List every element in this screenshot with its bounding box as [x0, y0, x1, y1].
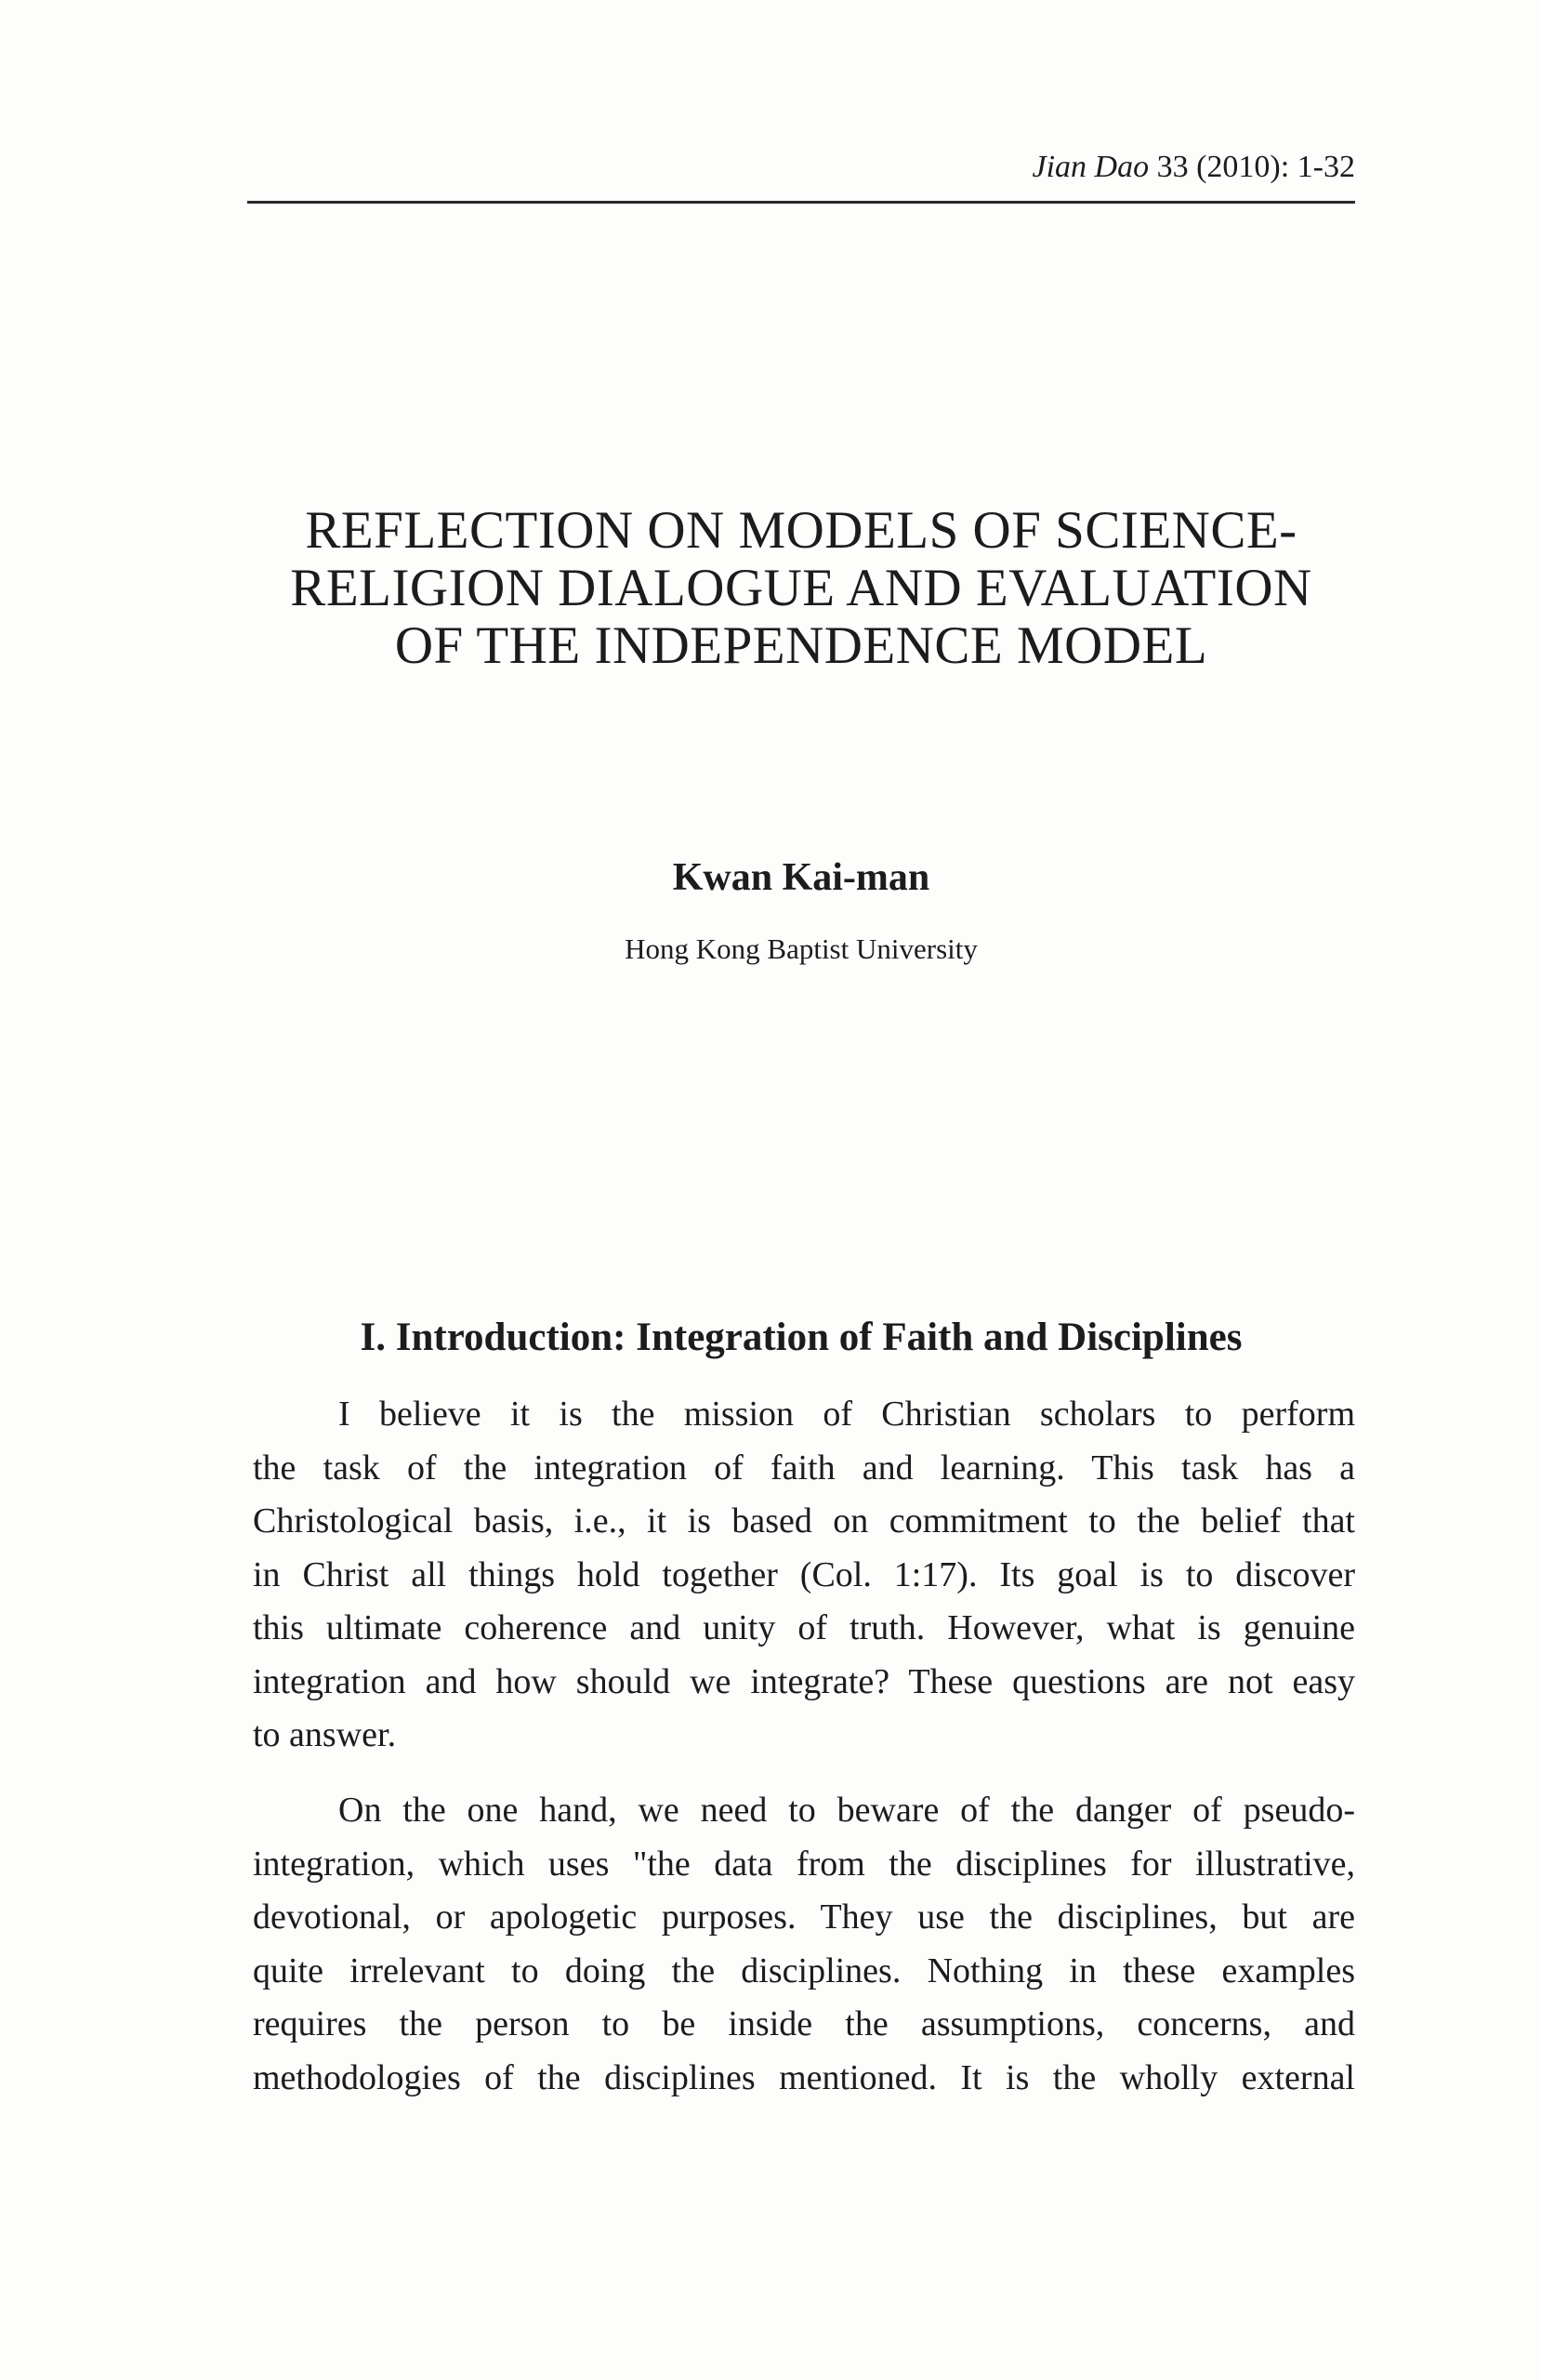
- text-line: integration, which uses "the data from the disciplines for illustrative,: [253, 1844, 1355, 1884]
- paragraph-2: [253, 1784, 1355, 2105]
- journal-name: Jian Dao: [1032, 150, 1150, 184]
- text-line: On the one hand, we need to beware of the danger of pseudo-: [338, 1791, 1355, 1830]
- text-line: quite irrelevant to doing the disciplines. Nothing in these examples: [253, 1950, 1355, 1990]
- text-line: to answer.: [253, 1715, 397, 1754]
- text-line: integration and how should we integrate? These questions are not easy: [253, 1661, 1355, 1701]
- text-line: methodologies of the disciplines mentioned. It is the wholly external: [253, 2057, 1355, 2097]
- title-line: RELIGION DIALOGUE AND EVALUATION: [290, 559, 1312, 617]
- running-head: [247, 149, 1355, 186]
- journal-citation: 33 (2010): 1-32: [1149, 150, 1355, 184]
- text-line: devotional, or apologetic purposes. They use the disciplines, but are: [253, 1897, 1355, 1937]
- author-name: Kwan Kai-man: [672, 856, 930, 899]
- text-line: requires the person to be inside the assumptions, concerns, and: [253, 2004, 1355, 2043]
- title-line: OF THE INDEPENDENCE MODEL: [394, 616, 1208, 675]
- author-affiliation: Hong Kong Baptist University: [625, 932, 978, 965]
- text-line: Christological basis, i.e., it is based on commitment to the belief that: [253, 1501, 1355, 1540]
- article-title: [247, 502, 1355, 675]
- header-rule: [247, 201, 1355, 204]
- text-line: in Christ all things hold together (Col. 1:17). Its goal is to discover: [253, 1554, 1355, 1594]
- text-line: the task of the integration of faith and learning. This task has a: [253, 1448, 1355, 1488]
- text-line: I believe it is the mission of Christian scholars to perform: [338, 1395, 1355, 1434]
- paragraph-1: [253, 1388, 1355, 1763]
- section-heading: I. Introduction: Integration of Faith and Disciplines: [360, 1316, 1243, 1359]
- text-line: this ultimate coherence and unity of truth. However, what is genuine: [253, 1608, 1355, 1647]
- title-line: REFLECTION ON MODELS OF SCIENCE-: [305, 501, 1297, 560]
